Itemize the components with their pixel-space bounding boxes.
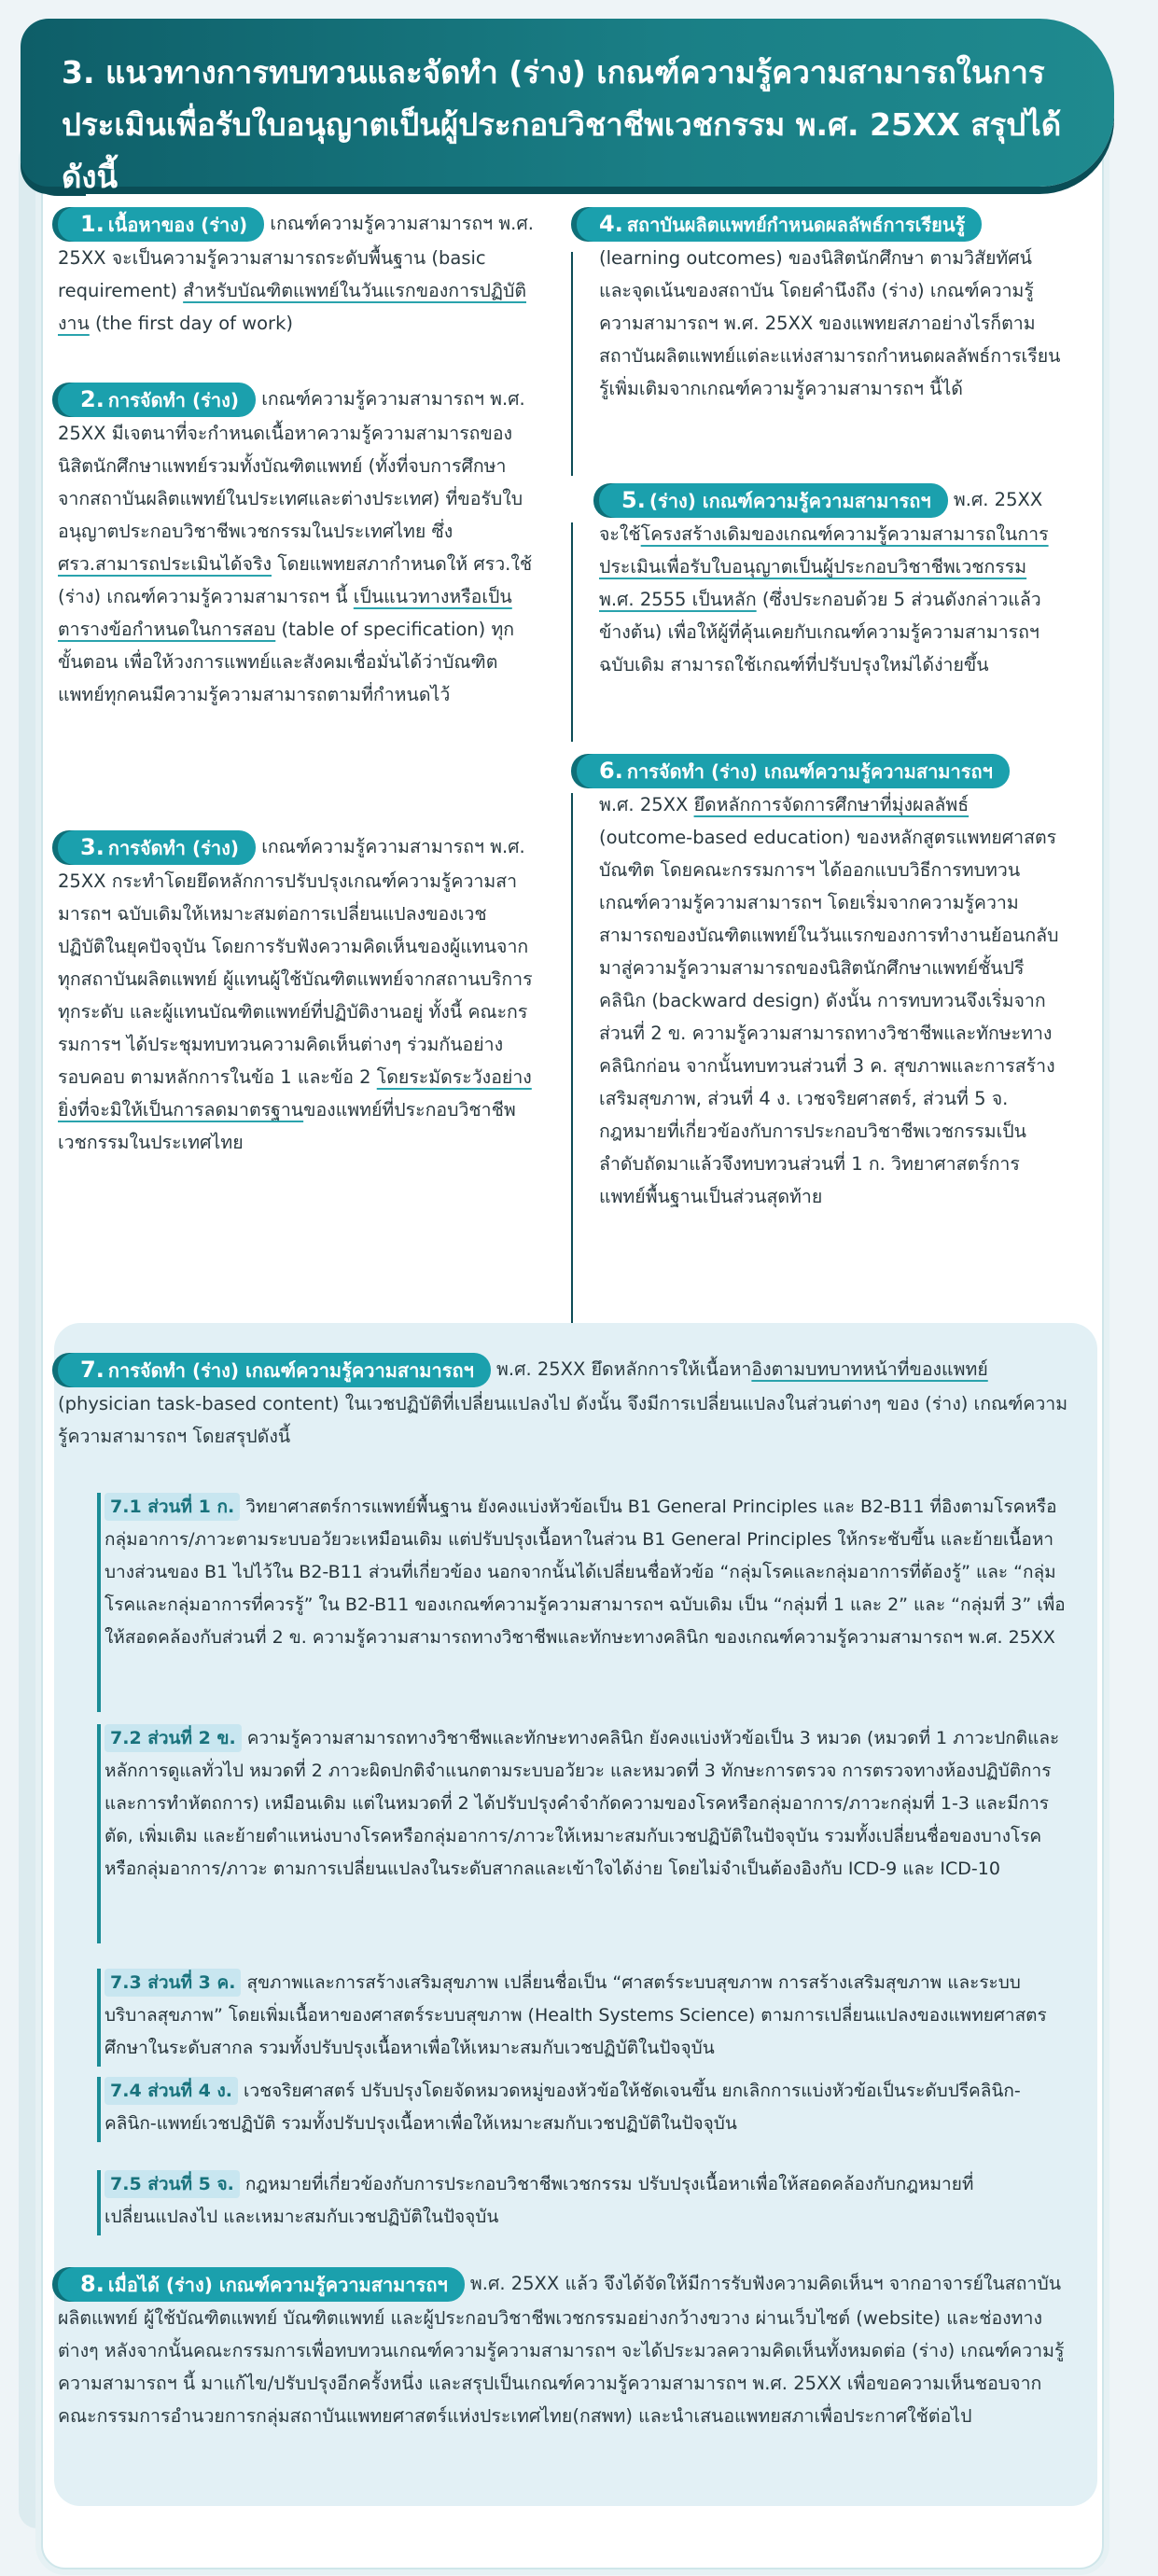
section-4 <box>577 207 1062 405</box>
title-banner <box>21 19 1114 195</box>
divider-line <box>571 252 573 476</box>
divider-line <box>571 793 573 1325</box>
section-3-label: 3. การจัดทำ (ร่าง) <box>58 830 256 865</box>
subsection-bar <box>97 2170 101 2235</box>
section-8: 8. เมื่อได้ (ร่าง) เกณฑ์ความรู้ความสามารถฯ พ.ศ. 25XX แล้ว จึงได้จัดให้มีการรับฟังความคิดเห็นฯ จากอาจารย์ในสถาบันผลิตแพทย์ ผู้ใช้บัณฑิตแพทย์ บัณฑิตแพทย์ และผู้ประกอบวิชาชีพเวชกรรมอย่างกว้างขวาง ผ่านเว็บไซต์ (website) และช่องทางต่างๆ หลังจากนั้นคณะกรรมการเพื่อทบทวนเกณฑ์ความรู้ความสามารถฯ จะได้ประมวลความคิดเห็นทั้งหมดต่อ (ร่าง) เกณฑ์ความรู้ความสามารถฯ นี้ มาแก้ไข/ปรับปรุงอีกครั้งหนึ่ง และสรุปเป็นเกณฑ์ความรู้ความสามารถฯ พ.ศ. 25XX เพื่อขอความเห็นชอบจากคณะกรรมการอำนวยการกลุ่มสถาบันแพทยศาสตร์แห่งประเทศไทย(กสพท) และนำเสนอแพทยสภาเพื่อประกาศใช้ต่อไป <box>58 2267 1075 2432</box>
subsection-bar <box>97 2077 101 2142</box>
section-2-label: 2. การจัดทำ (ร่าง) <box>58 383 256 417</box>
section-3: 3. การจัดทำ (ร่าง) เกณฑ์ความรู้ความสามารถฯ พ.ศ. 25XX กระทำโดยยึดหลักการปรับปรุงเกณฑ์ความรู้ความสามารถฯ ฉบับเดิมให้เหมาะสมต่อการเปลี่ยนแปลงของเวชปฏิบัติในยุคปัจจุบัน โดยการรับฟังความคิดเห็นของผู้แทนจากทุกสถาบันผลิตแพทย์ ผู้แทนผู้ใช้บัณฑิตแพทย์จากสถานบริการทุกระดับ และผู้แทนบัณฑิตแพทย์ที่ปฏิบัติงานอยู่ ทั้งนี้ คณะกรรมการฯ ได้ประชุมทบทวนความคิดเห็นต่างๆ ร่วมกันอย่างรอบคอบ ตามหลักการในข้อ 1 และข้อ 2 โดยระมัดระวังอย่างยิ่งที่จะมิให้เป็นการลดมาตรฐานของแพทย์ที่ประกอบวิชาชีพเวชกรรมในประเทศไทย <box>58 830 534 1159</box>
section-4-text: (learning outcomes) ของนิสิตนักศึกษา ตามวิสัยทัศน์และจุดเน้นของสถาบัน โดยคำนึงถึง (ร่าง) เกณฑ์ความรู้ความสามารถฯ พ.ศ. 25XX ของแพทยสภาอย่างไรก็ตาม สถาบันผลิตแพทย์แต่ละแห่งสามารถกำหนดผลลัพธ์การเรียนรู้เพิ่มเติมจากเกณฑ์ความรู้ความสามารถฯ นี้ได้ <box>599 247 1061 399</box>
subsection-bar <box>97 1969 101 2067</box>
section-6-label: 6. การจัดทำ (ร่าง) เกณฑ์ความรู้ความสามารถฯ <box>577 754 1010 788</box>
section-5: 5. (ร่าง) เกณฑ์ความรู้ความสามารถฯ พ.ศ. 25XX จะใช้โครงสร้างเดิมของเกณฑ์ความรู้ความสามารถในการประเมินเพื่อรับใบอนุญาตเป็นผู้ประกอบวิชาชีพเวชกรรม พ.ศ. 2555 เป็นหลัก (ซึ่งประกอบด้วย 5 ส่วนดังกล่าวแล้วข้างต้น) เพื่อให้ผู้ที่คุ้นเคยกับเกณฑ์ความรู้ความสามารถฯ ฉบับเดิม สามารถใช้เกณฑ์ที่ปรับปรุงใหม่ได้ง่ายขึ้น <box>577 483 1062 681</box>
section-1-label: 1. เนื้อหาของ (ร่าง) <box>58 207 264 242</box>
section-7-label: 7. การจัดทำ (ร่าง) เกณฑ์ความรู้ความสามารถฯ <box>58 1353 491 1387</box>
page-title: 3. แนวทางการทบทวนและจัดทำ (ร่าง) เกณฑ์ความรู้ความสามารถในการประเมินเพื่อรับใบอนุญาตเป็นผู้ประกอบวิชาชีพเวชกรรม พ.ศ. 25XX สรุปได้ดังนี้ <box>62 54 1062 195</box>
section-7: 7. การจัดทำ (ร่าง) เกณฑ์ความรู้ความสามารถฯ พ.ศ. 25XX ยึดหลักการให้เนื้อหาอิงตามบทบาทหน้าที่ของแพทย์ (physician task-based content) ในเวชปฏิบัติที่เปลี่ยนแปลงไป ดังนั้น จึงมีการเปลี่ยนแปลงในส่วนต่างๆ ของ (ร่าง) เกณฑ์ความรู้ความสามารถฯ โดยสรุปดังนี้ <box>58 1353 1075 1453</box>
section-5-label: 5. (ร่าง) เกณฑ์ความรู้ความสามารถฯ <box>599 483 948 518</box>
divider-line <box>571 522 573 742</box>
section-4-label: 4. สถาบันผลิตแพทย์กำหนดผลลัพธ์การเรียนรู้ <box>577 207 982 242</box>
subsection-7-1: 7.1 ส่วนที่ 1 ก. วิทยาศาสตร์การแพทย์พื้นฐาน ยังคงแบ่งหัวข้อเป็น B1 General Principles และ B2-B11 ที่อิงตามโรคหรือกลุ่มอาการ/ภาวะตามระบบอวัยวะเหมือนเดิม แต่ปรับปรุงเนื้อหาในส่วน B1 General Principles ให้กระชับขึ้น และย้ายเนื้อหาบางส่วนของ B1 ไปไว้ใน B2-B11 ส่วนที่เกี่ยวข้อง นอกจากนั้นได้เปลี่ยนชื่อหัวข้อ “กลุ่มโรคและกลุ่มอาการที่ต้องรู้” และ “กลุ่มโรคและกลุ่มอาการที่ควรรู้” ใน B2-B11 ของเกณฑ์ความรู้ความสามารถฯ ฉบับเดิม เป็น “กลุ่มที่ 1 และ 2” และ “กลุ่มที่ 3” เพื่อให้สอดคล้องกับส่วนที่ 2 ข. ความรู้ความสามารถทางวิชาชีพและทักษะทางคลินิก ของเกณฑ์ความรู้ความสามารถฯ พ.ศ. 25XX <box>105 1491 1066 1654</box>
subsection-7-3: 7.3 ส่วนที่ 3 ค. สุขภาพและการสร้างเสริมสุขภาพ เปลี่ยนชื่อเป็น “ศาสตร์ระบบสุขภาพ การสร้างเสริมสุขภาพ และระบบบริบาลสุขภาพ” โดยเพิ่มเนื้อหาของศาสตร์ระบบสุขภาพ (Health Systems Science) ตามการเปลี่ยนแปลงของแพทยศาสตรศึกษาในระดับสากล รวมทั้งปรับปรุงเนื้อหาเพื่อให้เหมาะสมกับเวชปฏิบัติในปัจจุบัน <box>105 1967 1066 2065</box>
subsection-7-4: 7.4 ส่วนที่ 4 ง. เวชจริยศาสตร์ ปรับปรุงโดยจัดหมวดหมู่ของหัวข้อให้ชัดเจนขึ้น ยกเลิกการแบ่งหัวข้อเป็นระดับปรีคลินิก-คลินิก-แพทย์เวชปฏิบัติ รวมทั้งปรับปรุงเนื้อหาเพื่อให้เหมาะสมกับเวชปฏิบัติในปัจจุบัน <box>105 2075 1066 2140</box>
section-1: 1. เนื้อหาของ (ร่าง) เกณฑ์ความรู้ความสามารถฯ พ.ศ. 25XX จะเป็นความรู้ความสามารถระดับพื้นฐาน (basic requirement) สำหรับบัณฑิตแพทย์ในวันแรกของการปฏิบัติงาน (the first day of work) <box>58 207 534 340</box>
subsection-7-2: 7.2 ส่วนที่ 2 ข. ความรู้ความสามารถทางวิชาชีพและทักษะทางคลินิก ยังคงแบ่งหัวข้อเป็น 3 หมวด (หมวดที่ 1 ภาวะปกติและหลักการดูแลทั่วไป หมวดที่ 2 ภาวะผิดปกติจำแนกตามระบบอวัยวะ และหมวดที่ 3 ทักษะการตรวจ การตรวจทางห้องปฏิบัติการ และการทำหัตถการ) เหมือนเดิม แต่ในหมวดที่ 2 ได้ปรับปรุงคำจำกัดความของโรคหรือกลุ่มอาการ/ภาวะกลุ่มที่ 1-3 และมีการตัด, เพิ่มเติม และย้ายตำแหน่งบางโรคหรือกลุ่มอาการ/ภาวะให้เหมาะสมกับเวชปฏิบัติในปัจจุบัน รวมทั้งเปลี่ยนชื่อของบางโรคหรือกลุ่มอาการ/ภาวะ ตามการเปลี่ยนแปลงในระดับสากลและเข้าใจได้ง่าย โดยไม่จำเป็นต้องอิงกับ ICD-9 และ ICD-10 <box>105 1722 1066 1886</box>
subsection-bar <box>97 1493 101 1712</box>
section-6: 6. การจัดทำ (ร่าง) เกณฑ์ความรู้ความสามารถฯ พ.ศ. 25XX ยึดหลักการจัดการศึกษาที่มุ่งผลลัพธ์ (outcome-based education) ของหลักสูตรแพทยศาสตรบัณฑิต โดยคณะกรรมการฯ ได้ออกแบบวิธีการทบทวนเกณฑ์ความรู้ความสามารถฯ โดยเริ่มจากความรู้ความสามารถของบัณฑิตแพทย์ในวันแรกของการทำงานย้อนกลับมาสู่ความรู้ความสามารถของนิสิตนักศึกษาแพทย์ชั้นปรีคลินิก (backward design) ดังนั้น การทบทวนจึงเริ่มจากส่วนที่ 2 ข. ความรู้ความสามารถทางวิชาชีพและทักษะทางคลินิกก่อน จากนั้นทบทวนส่วนที่ 3 ค. สุขภาพและการสร้างเสริมสุขภาพ, ส่วนที่ 4 ง. เวชจริยศาสตร์, ส่วนที่ 5 จ. กฎหมายที่เกี่ยวข้องกับการประกอบวิชาชีพเวชกรรมเป็นลำดับถัดมาแล้วจึงทบทวนส่วนที่ 1 ก. วิทยาศาสตร์การแพทย์พื้นฐานเป็นส่วนสุดท้าย <box>577 754 1062 1213</box>
subsection-bar <box>97 1724 101 1943</box>
section-2: 2. การจัดทำ (ร่าง) เกณฑ์ความรู้ความสามารถฯ พ.ศ. 25XX มีเจตนาที่จะกำหนดเนื้อหาความรู้ความสามารถของนิสิตนักศึกษาแพทย์รวมทั้งบัณฑิตแพทย์ (ทั้งที่จบการศึกษาจากสถาบันผลิตแพทย์ในประเทศและต่างประเทศ) ที่ขอรับใบอนุญาตประกอบวิชาชีพเวชกรรมในประเทศไทย ซึ่ง ศรว.สามารถประเมินได้จริง โดยแพทยสภากำหนดให้ ศรว.ใช้ (ร่าง) เกณฑ์ความรู้ความสามารถฯ นี้ เป็นแนวทางหรือเป็นตารางข้อกำหนดในการสอบ (table of specification) ทุกขั้นตอน เพื่อให้วงการแพทย์และสังคมเชื่อมั่นได้ว่าบัณฑิตแพทย์ทุกคนมีความรู้ความสามารถตามที่กำหนดไว้ <box>58 383 534 711</box>
section-8-label: 8. เมื่อได้ (ร่าง) เกณฑ์ความรู้ความสามารถฯ <box>58 2267 465 2302</box>
subsection-7-5: 7.5 ส่วนที่ 5 จ. กฎหมายที่เกี่ยวข้องกับการประกอบวิชาชีพเวชกรรม ปรับปรุงเนื้อหาเพื่อให้สอดคล้องกับกฎหมายที่เปลี่ยนแปลงไป และเหมาะสมกับเวชปฏิบัติในปัจจุบัน <box>105 2168 1066 2234</box>
